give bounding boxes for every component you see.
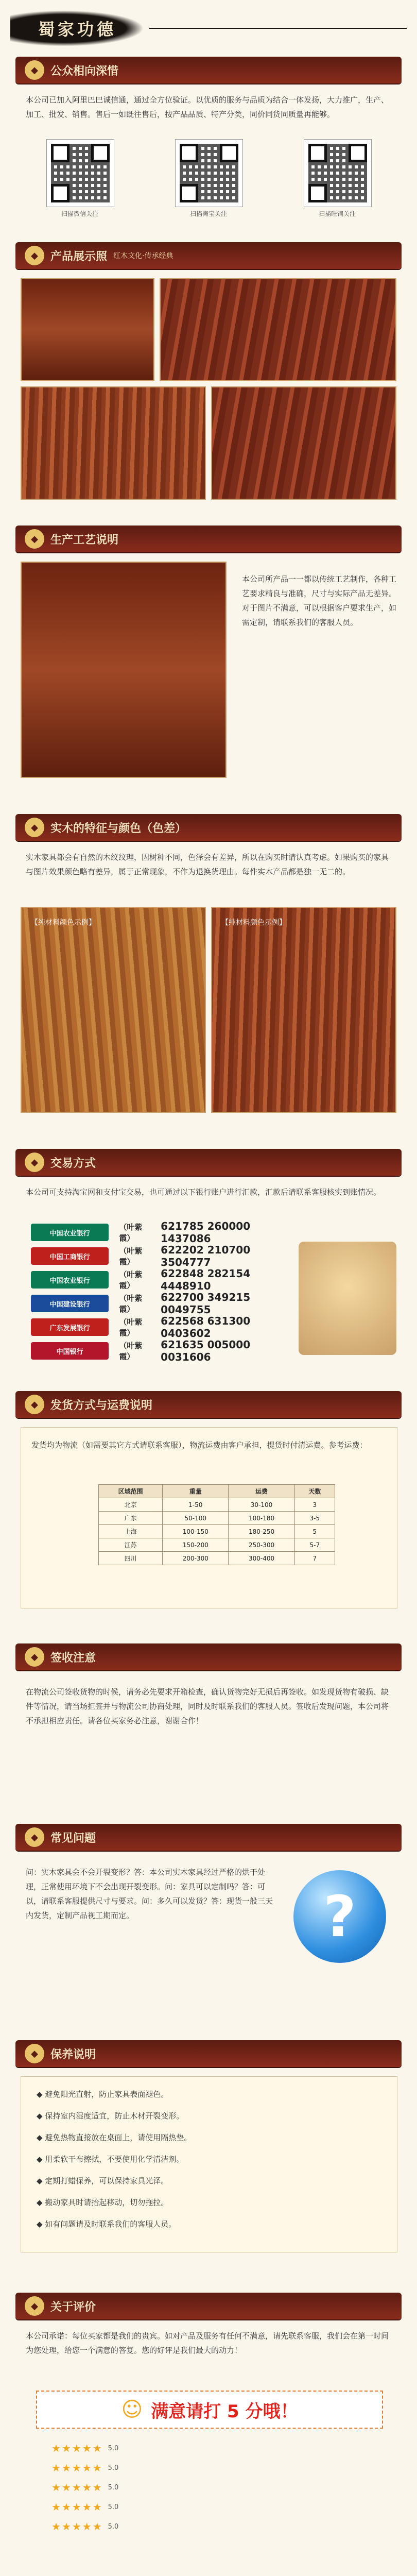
warranty-list: [37, 2087, 381, 2239]
shipping-band: ◆ 发货方式与运费说明: [15, 1391, 402, 1418]
qr-caption: 扫描淘宝关注: [189, 210, 227, 217]
warranty-box: [21, 2076, 397, 2252]
bank-row: [31, 1316, 288, 1338]
badge-icon: ◆: [25, 818, 44, 837]
rating-banner: ☺ 满意请打 5 分哦！: [36, 2391, 383, 2429]
table-header-cell: 天数: [294, 1485, 335, 1498]
list-item: ◆ 如有问题请及时联系我们的客服人员。: [37, 2219, 177, 2229]
wood-caption: 【纯材料颜色示例】: [221, 919, 286, 927]
product-photo: [21, 278, 154, 381]
header-divider: [149, 28, 407, 29]
table-cell: 3: [294, 1498, 335, 1512]
table-cell: 5: [294, 1525, 335, 1538]
wood-band: ◆ 实木的特征与颜色（色差）: [15, 814, 402, 841]
table-row: [99, 1538, 335, 1552]
table-cell: 250-300: [229, 1538, 294, 1552]
rating-row: [51, 2462, 118, 2474]
shipping-fee-table: [98, 1484, 335, 1565]
qr-caption: 扫描旺铺关注: [318, 210, 356, 217]
bank-logo: 广东发展银行: [31, 1318, 109, 1336]
table-cell: 北京: [99, 1498, 163, 1512]
table-row: [99, 1498, 335, 1512]
table-cell: 100-150: [163, 1525, 229, 1538]
badge-icon: ◆: [25, 1395, 44, 1414]
list-item: ◆ 搬动家具时请抬起移动，切勿拖拉。: [37, 2198, 169, 2207]
qr-code-shop[interactable]: [304, 139, 372, 207]
bank-account-name: （叶紫霞）: [119, 1246, 143, 1266]
rating-row: [51, 2520, 118, 2533]
bank-logo: 中国建设银行: [31, 1295, 109, 1312]
bank-account-name: （叶紫霞）: [119, 1341, 143, 1361]
smile-icon: ☺: [121, 2398, 143, 2421]
shipping-text: 发货均为物流（如需要其它方式请联系客服），物流运费由客户承担，提货时付清运费。参考运费：: [31, 1440, 368, 1450]
bank-logo: 中国农业银行: [31, 1271, 109, 1289]
wood-sample-photo: [21, 907, 206, 1113]
table-header-cell: 运费: [229, 1485, 294, 1498]
receipt-text: 在物流公司签收货物的时候，请务必先要求开箱检查，确认货物完好无损后再签收。如发现货物有破损、缺件等情况，请当场拒签并与物流公司协商处理，同时及时联系我们的客服人员。签收后发现问题，本公司将不承担相应责任。请各位买家务必注意，谢谢合作！: [26, 1687, 389, 1725]
product-photo: [21, 386, 206, 500]
payment-band: ◆ 交易方式: [15, 1149, 402, 1176]
star-icon: ★★★★★: [51, 2520, 103, 2533]
table-cell: 江苏: [99, 1538, 163, 1552]
display-slogan: 红木文化·传承经典: [113, 252, 173, 260]
faq-text: 问：实木家具会不会开裂变形？答：本公司实木家具经过严格的烘干处理，正常使用环境下不会出现开裂变形。问：家具可以定制吗？答：可以，请联系客服提供尺寸与要求。问：多久可以发货？答：现货一般三天内发货，定制产品视工期而定。: [26, 1868, 273, 1920]
table-cell: 100-180: [229, 1512, 294, 1525]
table-cell: 180-250: [229, 1525, 294, 1538]
table-cell: 200-300: [163, 1552, 229, 1565]
badge-icon: ◆: [25, 529, 44, 549]
star-icon: ★★★★★: [51, 2442, 103, 2454]
bank-account-name: （叶紫霞）: [119, 1294, 143, 1314]
table-cell: 5-7: [294, 1538, 335, 1552]
rating-row: [51, 2481, 118, 2494]
display-section: [0, 242, 417, 510]
display-band: ◆ 产品展示照 红木文化·传承经典: [15, 242, 402, 269]
table-header-cell: 区域范围: [99, 1485, 163, 1498]
list-item: ◆ 定期打蜡保养，可以保持家具光泽。: [37, 2176, 169, 2185]
list-item: ◆ 避免阳光直射，防止家具表面褪色。: [37, 2090, 169, 2099]
bank-logo: 中国农业银行: [31, 1224, 109, 1241]
review-band: ◆ 关于评价: [15, 2293, 402, 2319]
table-cell: 150-200: [163, 1538, 229, 1552]
badge-icon: ◆: [25, 2044, 44, 2063]
star-icon: ★★★★★: [51, 2501, 103, 2513]
table-row: [99, 1525, 335, 1538]
warranty-section: [0, 2040, 417, 2267]
table-row: [99, 1552, 335, 1565]
rating-value: 5.0: [108, 2444, 119, 2452]
table-cell: 3-5: [294, 1512, 335, 1525]
badge-icon: ◆: [25, 246, 44, 265]
table-header-cell: 重量: [163, 1485, 229, 1498]
wood-sample-photo: [211, 907, 396, 1113]
rating-value: 5.0: [108, 2522, 119, 2531]
shipping-section: [0, 1391, 417, 1618]
badge-icon: ◆: [25, 1827, 44, 1847]
payment-section: [0, 1149, 417, 1365]
bank-account-number: 622568 631300 0403602: [161, 1315, 251, 1340]
list-item: ◆ 用柔软干布擦拭，不要使用化学清洁剂。: [37, 2155, 184, 2164]
workshop-photo: [21, 562, 227, 778]
payment-intro: 本公司可支持淘宝网和支付宝交易，也可通过以下银行账户进行汇款，汇款后请联系客服核实到账情况。: [26, 1188, 381, 1197]
bank-account-number: 622848 282154 4448910: [161, 1267, 251, 1292]
production-section: [0, 526, 417, 793]
product-photo: [160, 278, 396, 381]
table-cell: 广东: [99, 1512, 163, 1525]
bank-account-number: 621785 260000 1437086: [161, 1220, 251, 1245]
bank-account-number: 622202 210700 3504777: [161, 1244, 251, 1268]
table-cell: 50-100: [163, 1512, 229, 1525]
wood-section: [0, 814, 417, 1123]
star-icon: ★★★★★: [51, 2481, 103, 2494]
bank-account-name: （叶紫霞）: [119, 1317, 143, 1337]
product-photo: [211, 386, 396, 500]
rating-row: [51, 2442, 118, 2454]
bank-account-number: 622700 349215 0049755: [161, 1291, 251, 1316]
table-cell: 300-400: [229, 1552, 294, 1565]
review-text: 本公司承诺：每位买家都是我们的贵宾。如对产品及服务有任何不满意，请先联系客服，我们会在第一时间为您处理，给您一个满意的答复。您的好评是我们最大的动力！: [26, 2331, 389, 2355]
qr-code-wechat[interactable]: [46, 139, 114, 207]
page-header: [0, 5, 417, 52]
bank-account-name: （叶紫霞）: [119, 1223, 143, 1243]
badge-icon: ◆: [25, 1647, 44, 1667]
bank-logo: 中国银行: [31, 1342, 109, 1360]
production-band: ◆ 生产工艺说明: [15, 526, 402, 552]
bank-account-number: 621635 005000 0031606: [161, 1338, 251, 1363]
production-text: 本公司所产品一一都以传统工艺制作，各种工艺要求精良与准确，尺寸与实际产品无差异。对于图片不满意，可以根据客户要求生产，如需定制，请联系我们的客服人员。: [242, 574, 397, 627]
table-cell: 1-50: [163, 1498, 229, 1512]
bank-row: [31, 1292, 288, 1315]
table-cell: 上海: [99, 1525, 163, 1538]
follow-section: [0, 57, 417, 227]
shipping-box: [21, 1427, 397, 1608]
bank-account-name: （叶紫霞）: [119, 1270, 143, 1290]
badge-icon: ◆: [25, 1153, 44, 1172]
rating-value: 5.0: [108, 2483, 119, 2492]
wood-caption: 【纯材料颜色示例】: [31, 919, 96, 927]
follow-band: ◆ 公众相向深惜: [15, 57, 402, 83]
payment-illustration: [299, 1242, 396, 1355]
rating-row: [51, 2501, 118, 2513]
qr-code-taobao[interactable]: [175, 139, 243, 207]
bank-row: [31, 1245, 288, 1267]
bank-logo: 中国工商银行: [31, 1247, 109, 1265]
bank-row: [31, 1221, 288, 1244]
badge-icon: ◆: [25, 60, 44, 80]
list-item: ◆ 保持室内湿度适宜，防止木材开裂变形。: [37, 2111, 184, 2121]
question-icon: ?: [293, 1870, 386, 1963]
faq-section: [0, 1824, 417, 2020]
rating-value: 5.0: [108, 2464, 119, 2472]
table-cell: 四川: [99, 1552, 163, 1565]
badge-icon: ◆: [25, 2296, 44, 2316]
review-section: [0, 2293, 417, 2550]
bank-row: [31, 1340, 288, 1362]
wood-text: 实木家具都会有自然的木纹纹理，因树种不同，色泽会有差异，所以在购买时请认真考虑。如果购买的家具与图片效果颜色略有差异，属于正常现象，不作为退换货理由。每件实木产品都是独一无二的。: [26, 853, 389, 876]
qr-caption: 扫描微信关注: [61, 210, 98, 217]
bank-row: [31, 1268, 288, 1291]
star-icon: ★★★★★: [51, 2462, 103, 2474]
receipt-section: [0, 1643, 417, 1803]
receipt-band: ◆ 签收注意: [15, 1643, 402, 1670]
table-cell: 7: [294, 1552, 335, 1565]
follow-intro: 本公司已加入阿里巴巴诚信通，通过全方位验证。以优质的服务与品质为结合一体发扬，大力推广，生产、加工、批发、销售。售后一如既往售后，按产品品质、特产分类，同价同货同质量再能够。: [26, 95, 389, 119]
warranty-band: ◆ 保养说明: [15, 2040, 402, 2067]
rating-value: 5.0: [108, 2503, 119, 2511]
table-cell: 30-100: [229, 1498, 294, 1512]
table-row: [99, 1512, 335, 1525]
faq-band: ◆ 常见问题: [15, 1824, 402, 1851]
header-title: 蜀家功德: [10, 10, 144, 46]
list-item: ◆ 避免热物直接放在桌面上，请使用隔热垫。: [37, 2133, 192, 2142]
